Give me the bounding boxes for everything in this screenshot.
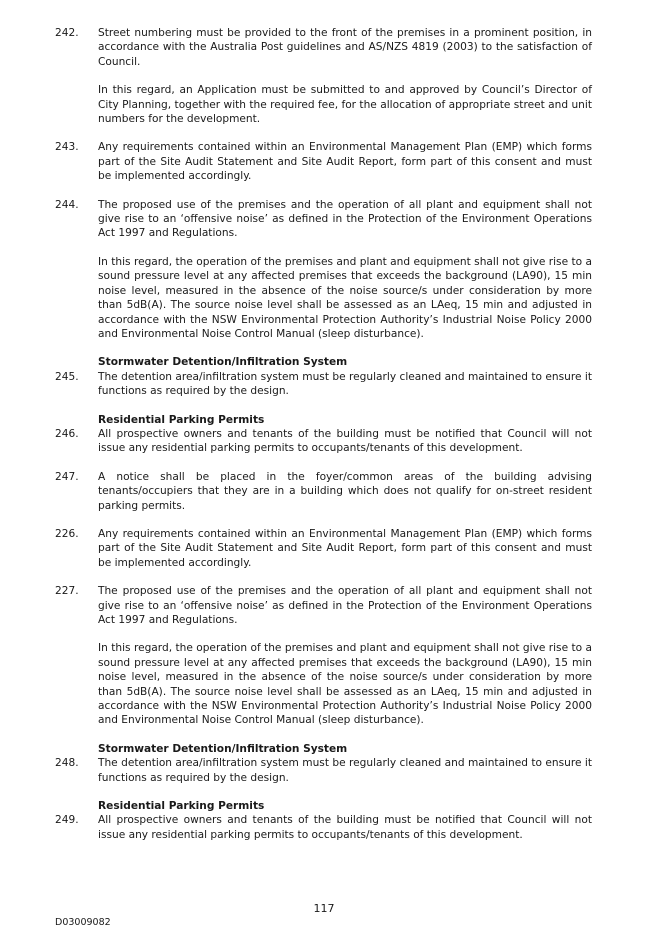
clause-paragraph: Any requirements contained within an Environmental Management Plan (EMP) which forms part of the Site Audit Statement and Site Audit Report, form part of this consent and must be implemented accordingly. [98, 141, 592, 183]
condition-clause [0, 140, 648, 183]
condition-clause [0, 756, 648, 785]
condition-clause [0, 527, 648, 570]
clause-paragraph: The proposed use of the premises and the operation of all plant and equipment shall not give rise to an ‘offensive noise’ as defined in the Protection of the Environment Operations Act 1997 and Regulations. [98, 585, 592, 626]
condition-clause [0, 370, 648, 399]
clause-paragraph: Any requirements contained within an Environmental Management Plan (EMP) which forms part of the Site Audit Statement and Site Audit Report, form part of this consent and must be implemented accordingly. [98, 527, 592, 569]
clause-number: 249. [55, 814, 79, 827]
clause-paragraph: The proposed use of the premises and the operation of all plant and equipment shall not give rise to an ‘offensive noise’ as defined in the Protection of the Environment Operations Act 1997 and Regulations. [98, 198, 592, 240]
section-heading: Residential Parking Permits [98, 800, 265, 813]
page-number: 117 [313, 902, 335, 915]
clause-number: 226. [55, 527, 79, 540]
conditions-list [0, 26, 648, 856]
section-heading: Stormwater Detention/Infiltration System [98, 356, 348, 369]
condition-clause [0, 427, 648, 456]
clause-paragraph: In this regard, the operation of the premises and plant and equipment shall not give rise to a sound pressure level at any affected premises that exceeds the background (LA90), 15 min noise level, measured in the absence of the noise source/s under consideration by more than 5dB(A). The source noise level shall be assessed as an LAeq, 15 min and adjusted in accordance with the NSW Environmental Protection Authority’s Industrial Noise Policy 2000 and Environmental Noise Control Manual (sleep disturbance). [98, 642, 592, 727]
clause-paragraph: In this regard, an Application must be submitted to and approved by Council’s Director of City Planning, together with the required fee, for the allocation of appropriate street and unit numbers for the development. [98, 84, 592, 126]
clause-paragraph: All prospective owners and tenants of the building must be notified that Council will not issue any residential parking permits to occupants/tenants of this development. [98, 427, 592, 455]
condition-clause [0, 584, 648, 728]
clause-number: 227. [55, 585, 79, 598]
condition-clause [0, 813, 648, 842]
condition-clause [0, 198, 648, 342]
condition-clause [0, 470, 648, 513]
clause-number: 244. [55, 198, 79, 211]
clause-paragraph: The detention area/infiltration system must be regularly cleaned and maintained to ensure it functions as required by the design. [98, 757, 592, 784]
document-code: D03009082 [55, 917, 111, 928]
clause-paragraph: The detention area/infiltration system must be regularly cleaned and maintained to ensure it functions as required by the design. [98, 370, 592, 398]
section-heading: Stormwater Detention/Infiltration System [98, 742, 348, 755]
clause-number: 242. [55, 27, 79, 39]
clause-paragraph: A notice shall be placed in the foyer/common areas of the building advising tenants/occupiers that they are in a building which does not qualify for on-street resident parking permits. [98, 470, 592, 512]
clause-paragraph: Street numbering must be provided to the front of the premises in a prominent position, in accordance with the Australia Post guidelines and AS/NZS 4819 (2003) to the satisfaction of Council. [98, 27, 592, 68]
clause-number: 247. [55, 470, 79, 483]
clause-paragraph: In this regard, the operation of the premises and plant and equipment shall not give rise to a sound pressure level at any affected premises that exceeds the background (LA90), 15 min noise level, measured in the absence of the noise source/s under consideration by more than 5dB(A). The source noise level shall be assessed as an LAeq, 15 min and adjusted in accordance with the NSW Environmental Protection Authority’s Industrial Noise Policy 2000 and Environmental Noise Control Manual (sleep disturbance). [98, 255, 592, 340]
clause-number: 248. [55, 757, 79, 770]
clause-number: 246. [55, 427, 79, 440]
clause-paragraph: All prospective owners and tenants of the building must be notified that Council will not issue any residential parking permits to occupants/tenants of this development. [98, 814, 592, 841]
clause-number: 245. [55, 370, 79, 383]
clause-number: 243. [55, 141, 79, 154]
condition-clause [0, 26, 648, 126]
section-heading: Residential Parking Permits [98, 413, 265, 426]
